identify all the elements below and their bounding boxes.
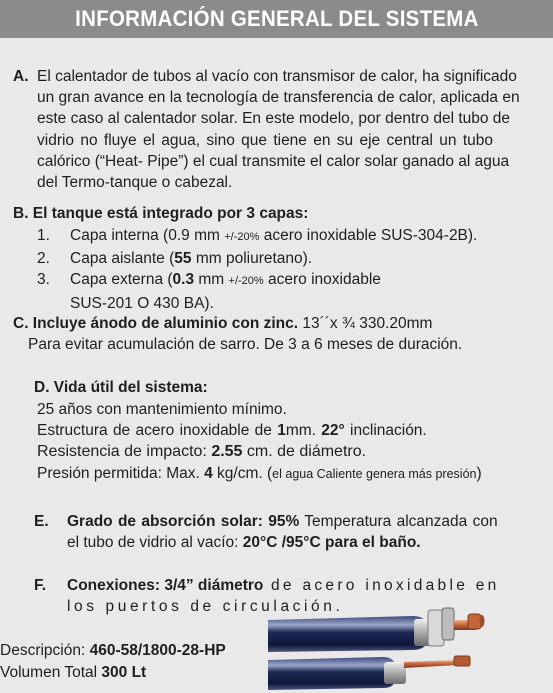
layer-text: Capa externa ( [70, 271, 173, 289]
section-e-line-2 [67, 532, 509, 553]
impact-text: Resistencia de impacto: [37, 443, 212, 461]
pressure-text: kg/cm. ( [212, 464, 273, 482]
section-a-letter: A. [13, 68, 29, 85]
layer-value: 55 [174, 250, 192, 268]
section-a-line: vidrio no fluye el agua, sino que tiene en su eje central un tubo [37, 131, 493, 149]
temp-text: el tubo de vidrio al vacío: [67, 534, 243, 552]
temp-max: 95 [286, 534, 304, 552]
description-value: 460-58/1800-28-HP [89, 642, 226, 659]
section-a-line: El calentador de tubos al vacío con transmisor de calor, ha significado [37, 68, 517, 85]
section-b-heading: B. El tanque está integrado por 3 capas: [13, 205, 309, 222]
pressure-note: el agua Caliente genera más presión [272, 466, 477, 481]
temp-text-end: °C para el baño. [303, 534, 421, 552]
section-e-line-1 [67, 511, 509, 532]
vacuum-tubes-illustration [268, 592, 553, 693]
section-b-list [37, 225, 477, 314]
page-title-bar [0, 0, 553, 38]
structure-text: Estructura de acero inoxidable de [37, 422, 278, 440]
volume-label: Volumen Total [0, 663, 102, 681]
connections-heading: Conexiones: 3/4” diámetro [67, 577, 264, 594]
lifespan: 25 años con mantenimiento mínimo. [37, 401, 287, 418]
layer-item-1 [37, 225, 477, 248]
section-c-heading: C. Incluye ánodo de aluminio con zinc. [13, 315, 299, 332]
absorption-heading: Grado de absorción solar: 95% [67, 513, 300, 530]
tolerance: +/-20% [224, 231, 260, 243]
layer-number: 3. [37, 271, 50, 289]
layer-item-3 [37, 269, 477, 292]
layer-number: 2. [37, 250, 50, 268]
section-c-line-1 [13, 313, 432, 334]
section-e-letter: E. [34, 513, 49, 530]
anode-spec: 13´´x ¾ 330.20mm [298, 315, 433, 332]
temp-unit: °C / [260, 534, 287, 552]
lower-tube [268, 656, 470, 690]
impact-line [37, 441, 482, 462]
pressure-text: Presión permitida: Max. [37, 464, 205, 482]
impact-value: 2.55 [211, 443, 243, 461]
section-a-line: un gran avance en la tecnología de transferencia de calor, aplicada en [37, 89, 520, 107]
layer-text: Capa interna (0.9 mm [70, 227, 225, 244]
section-a-text [37, 66, 529, 193]
description-line [0, 640, 226, 662]
page-title: INFORMACIÓN GENERAL DEL SISTEMA [74, 6, 479, 31]
structure-line [37, 420, 482, 441]
tolerance: +/-20% [228, 275, 264, 288]
section-a-line: del Termo-tanque o cabezal. [37, 174, 233, 192]
pressure-line [37, 463, 482, 485]
layer-number: 1. [37, 227, 50, 244]
section-f-letter: F. [34, 577, 47, 594]
volume-value: 300 Lt [101, 663, 147, 681]
steel-thickness: 1 [277, 422, 286, 440]
layer-text: mm poliuretano). [191, 250, 313, 268]
temp-min: 20 [242, 534, 261, 552]
layer-item-3-continuation: SUS-201 O 430 BA). [70, 294, 214, 312]
impact-text: cm. de diámetro. [242, 443, 367, 461]
layer-text: acero inoxidable [263, 271, 381, 289]
layer-text: acero inoxidable SUS-304-2B). [259, 227, 478, 244]
pressure-text: ) [476, 464, 482, 482]
connections-text: de acero inoxidable en [263, 577, 500, 594]
volume-line [0, 662, 226, 684]
description-label: Descripción: [0, 642, 90, 659]
structure-text: inclinación. [344, 422, 427, 440]
footer [0, 640, 226, 683]
layer-text: Capa aislante ( [70, 250, 175, 268]
layer-item-2 [37, 248, 477, 269]
inclination-value: 22° [321, 422, 345, 440]
upper-tube [268, 608, 485, 652]
section-c-line-2: Para evitar acumulación de sarro. De 3 a 6 meses de duración. [28, 336, 463, 353]
section-e-text [67, 511, 509, 553]
pressure-value: 4 [204, 464, 213, 482]
section-e-text-1: Temperatura alcanzada con [299, 513, 498, 530]
vacuum-tubes-image [268, 592, 553, 693]
section-a-line: calórico (“Heat- Pipe”) el cual transmite el calor solar ganado al agua [37, 152, 510, 170]
structure-text: mm. [285, 422, 322, 440]
section-d-heading: D. Vida útil del sistema: [34, 379, 208, 396]
layer-text: mm [194, 271, 229, 289]
layer-value: 0.3 [172, 271, 195, 289]
section-a-line: este caso al calentador solar. En este modelo, por dentro del tubo de [37, 110, 511, 128]
section-f-line-2: los puertos de circulación. [67, 598, 344, 616]
section-d-text [37, 399, 482, 485]
